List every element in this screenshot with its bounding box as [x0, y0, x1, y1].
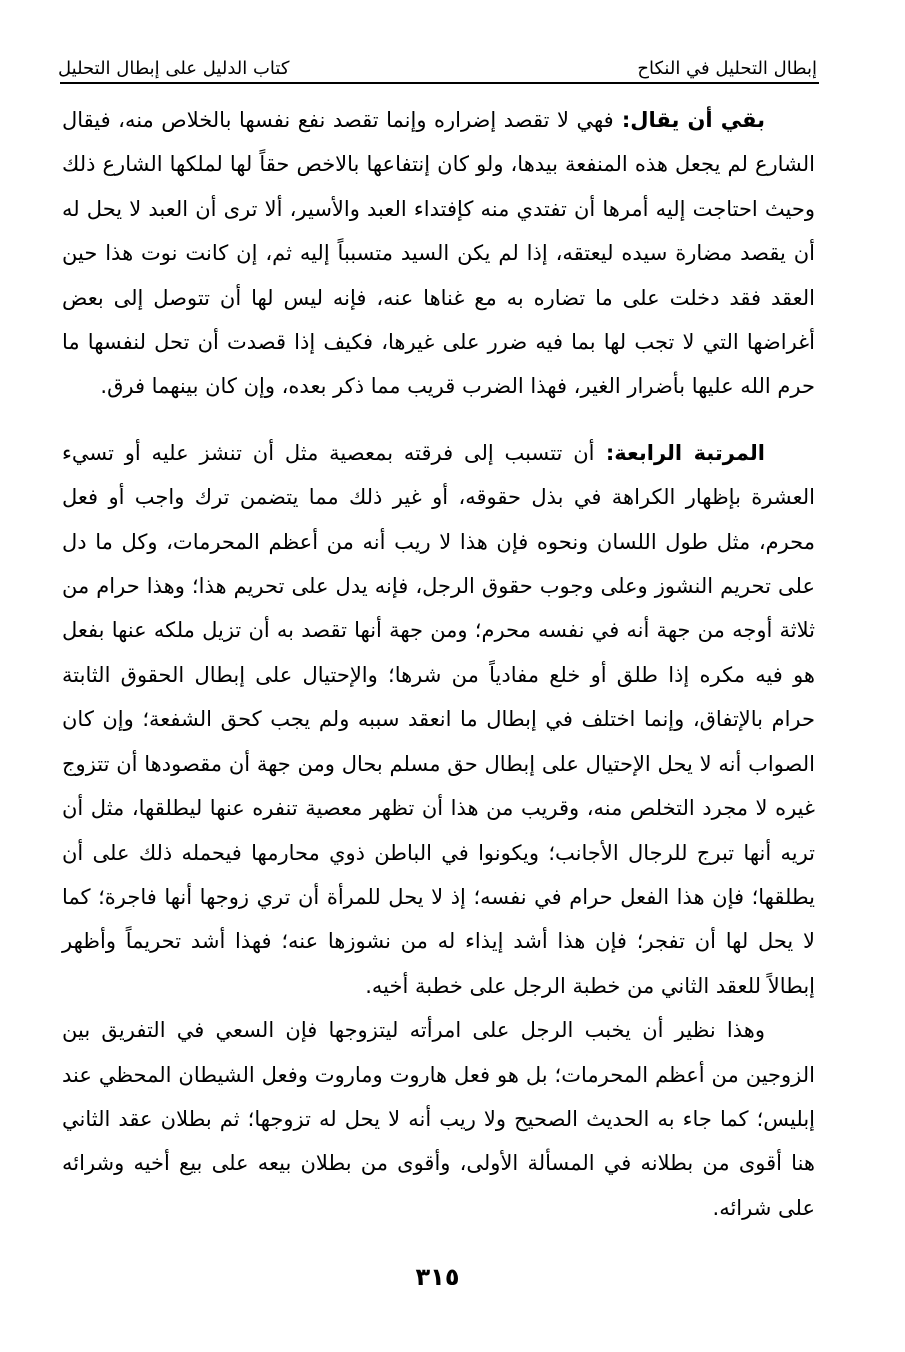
running-header [58, 30, 817, 78]
page-body [62, 98, 815, 1230]
paragraph-1 [62, 98, 815, 409]
header-divider [60, 82, 819, 84]
paragraph-2-lead: المرتبة الرابعة: [594, 440, 765, 465]
paragraph-3 [62, 1008, 815, 1230]
paragraph-1-lead: بقي أن يقال: [613, 108, 765, 132]
header-book-section-title: إبطال التحليل في النكاح [637, 58, 817, 79]
paragraph-2-text: أن تتسبب إلى فرقته بمعصية مثل أن تنشز عليه أو تسيء العشرة بإظهار الكراهة في بذل حقوقه، أو غير ذلك مما يتضمن ترك واجب أو فعل محرم، مثل طول اللسان ونحوه فإن هذا لا ريب أنه من أعظم المحرمات، وكل ما دل على تحريم النشوز وعلى وجوب حقوق الرجل، فإنه يدل على تحريم هذا؛ وهذا حرام من ثلاثة أوجه من جهة أنه في نفسه محرم؛ ومن جهة أنها تقصد به أن تزيل ملكه عنها بفعل هو فيه مكره إذا طلق أو خلع مفادياً من شرها؛ والإحتيال على إبطال الحقوق الثابتة حرام بالإتفاق، وإنما اختلف في إبطال ما انعقد سببه ولم يجب كحق الشفعة؛ وإن كان الصواب أنه لا يحل الإحتيال على إبطال حق مسلم بحال ومن جهة أن مقصودها أن تتزوج غيره لا مجرد التخلص منه، وقريب من هذا أن تظهر معصية تنفره عنها ليطلقها، مثل أن تريه أنها تبرج للرجال الأجانب؛ ويكونوا في الباطن ذوي محارمها فيحمله ذلك على أن يطلقها؛ فإن هذا الفعل حرام في نفسه؛ إذ لا يحل للمرأة أن تري زوجها أنها فاجرة؛ كما لا يحل لها أن تفجر؛ فإن هذا أشد إيذاء له من نشوزها عنه؛ فهذا أشد تحريماً وأظهر إبطالاً للعقد الثاني من خطبة الرجل على خطبة أخيه. [62, 440, 815, 998]
page-number: ٣١٥ [415, 1263, 460, 1291]
paragraph-2 [62, 431, 815, 1008]
paragraph-1-text: فهي لا تقصد إضراره وإنما تقصد نفع نفسها بالخلاص منه، فيقال الشارع لم يجعل هذه المنفعة بيدها، ولو كان إنتفاعها بالاخص حقاً لها لملكها الشارع ذلك وحيث احتاجت إليه أمرها أن تفتدي منه كإفتداء العبد والأسير، ألا ترى أن العبد لا يحل له أن يقصد مضارة سيده ليعتقه، إذا لم يكن السيد متسبباً إليه ثم، إن كانت نوت هذا حين العقد فقد دخلت على ما تضاره به مع غناها عنه، فإنه ليس لها أن تتوصل إلى بعض أغراضها التي لا تجب لها بما فيه ضرر على غيرها، فكيف إذا قصدت أن تحل لنفسها ما حرم الله عليها بأضرار الغير، فهذا الضرب قريب مما ذكر بعده، وإن كان بينهما فرق. [62, 108, 815, 399]
paragraph-3-text: وهذا نظير أن يخبب الرجل على امرأته ليتزوجها فإن السعي في التفريق بين الزوجين من أعظم المحرمات؛ بل هو فعل هاروت وماروت وفعل الشيطان المحظي عند إبليس؛ كما جاء به الحديث الصحيح ولا ريب أنه لا يحل له تزوجها؛ ثم بطلان عقد الثاني هنا أقوى من بطلانه في المسألة الأولى، وأقوى من بطلان بيعه على بيع أخيه وشرائه على شرائه. [62, 1018, 815, 1220]
header-book-title: كتاب الدليل على إبطال التحليل [58, 58, 290, 79]
